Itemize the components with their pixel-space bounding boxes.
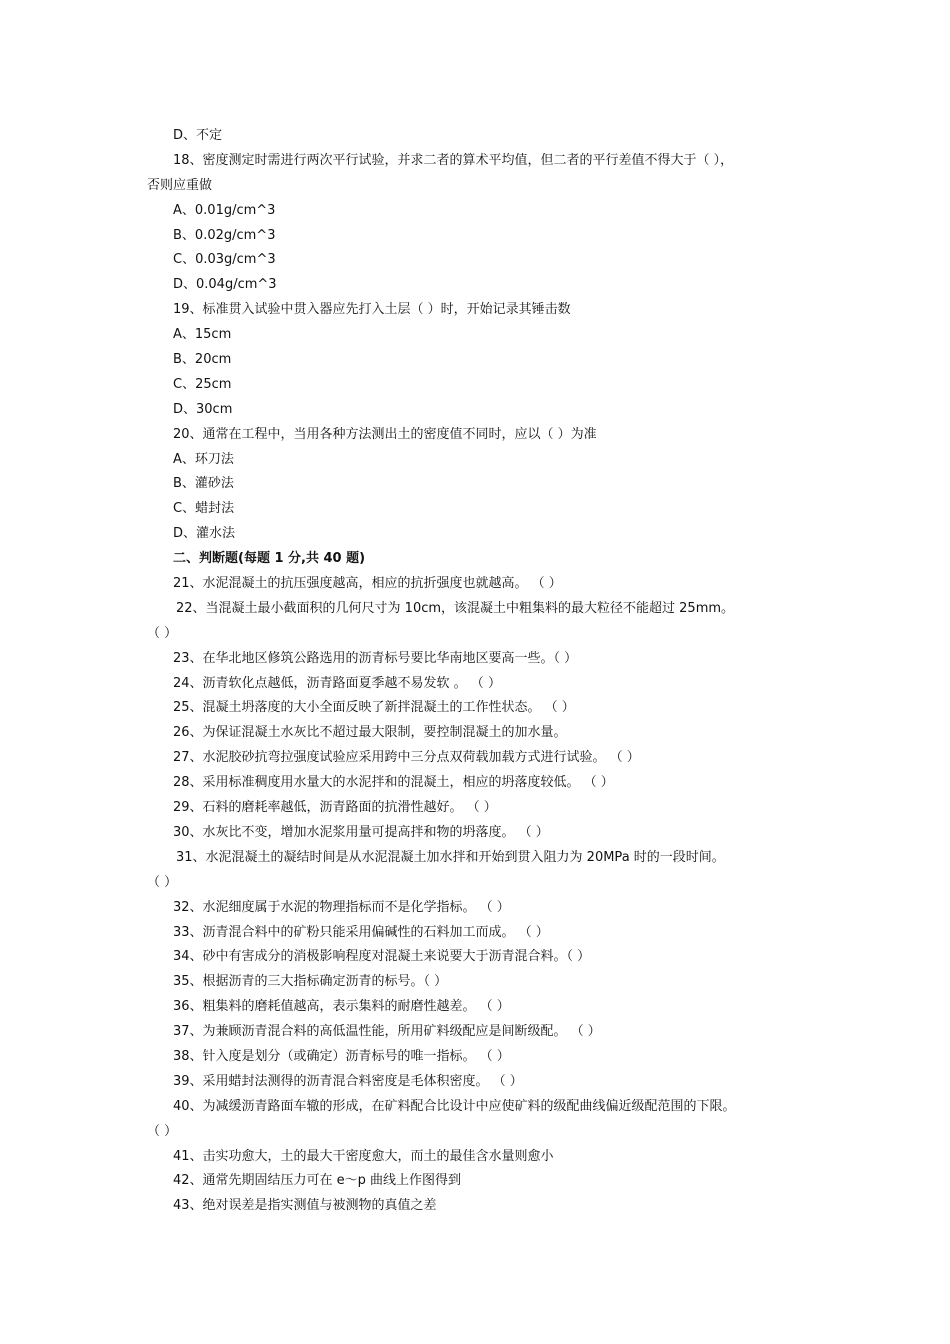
question-25: 25、混凝土坍落度的大小全面反映了新拌混凝土的工作性状态。 （ ） bbox=[173, 700, 575, 716]
option-19c: C、25cm bbox=[173, 376, 232, 392]
question-23: 23、在华北地区修筑公路选用的沥青标号要比华南地区要高一些。（ ） bbox=[173, 650, 578, 666]
option-18c: C、0.03g/cm^3 bbox=[173, 252, 276, 268]
question-41: 41、击实功愈大，土的最大干密度愈大，而土的最佳含水量则愈小 bbox=[173, 1148, 554, 1164]
option-19d: D、30cm bbox=[173, 401, 233, 417]
question-31: 31、水泥混凝土的凝结时间是从水泥混凝土加水拌和开始到贯入阻力为 20MPa 时的一段时间。 bbox=[176, 849, 725, 865]
option-18a: A、0.01g/cm^3 bbox=[173, 202, 276, 218]
question-35: 35、根据沥青的三大指标确定沥青的标号。（ ） bbox=[173, 974, 448, 990]
question-24: 24、沥青软化点越低，沥青路面夏季越不易发软 。 （ ） bbox=[173, 675, 501, 691]
question-30: 30、水灰比不变，增加水泥浆用量可提高拌和物的坍落度。 （ ） bbox=[173, 824, 549, 840]
section-heading-true-false: 二、判断题(每题 1 分,共 40 题) bbox=[173, 551, 366, 567]
option-18d: D、0.04g/cm^3 bbox=[173, 277, 277, 293]
option-20c: C、蜡封法 bbox=[173, 501, 235, 517]
question-39: 39、采用蜡封法测得的沥青混合料密度是毛体积密度。 （ ） bbox=[173, 1073, 523, 1089]
question-33: 33、沥青混合料中的矿粉只能采用偏碱性的石料加工而成。 （ ） bbox=[173, 924, 549, 940]
question-22-continued: （ ） bbox=[147, 625, 178, 641]
question-38: 38、针入度是划分（或确定）沥青标号的唯一指标。 （ ） bbox=[173, 1048, 510, 1064]
question-27: 27、水泥胶砂抗弯拉强度试验应采用跨中三分点双荷载加载方式进行试验。 （ ） bbox=[173, 750, 640, 766]
document-page bbox=[0, 124, 950, 1219]
option-19a: A、15cm bbox=[173, 327, 232, 343]
question-34: 34、砂中有害成分的消极影响程度对混凝土来说要大于沥青混合料。（ ） bbox=[173, 949, 591, 965]
question-37: 37、为兼顾沥青混合料的高低温性能，所用矿料级配应是间断级配。 （ ） bbox=[173, 1024, 601, 1040]
option-18b: B、0.02g/cm^3 bbox=[173, 227, 276, 243]
question-20: 20、通常在工程中，当用各种方法测出土的密度值不同时，应以（ ）为准 bbox=[173, 426, 597, 442]
question-40: 40、为减缓沥青路面车辙的形成，在矿料配合比设计中应使矿料的级配曲线偏近级配范围的下限。 bbox=[173, 1098, 736, 1114]
question-36: 36、粗集料的磨耗值越高，表示集料的耐磨性越差。 （ ） bbox=[173, 999, 510, 1015]
question-22: 22、当混凝土最小截面积的几何尺寸为 10cm，该混凝土中粗集料的最大粒径不能超过 25mm。 bbox=[176, 600, 735, 616]
option-20b: B、灌砂法 bbox=[173, 476, 234, 492]
question-42: 42、通常先期固结压力可在 e～p 曲线上作图得到 bbox=[173, 1173, 462, 1189]
question-28: 28、采用标准稠度用水量大的水泥拌和的混凝土，相应的坍落度较低。 （ ） bbox=[173, 775, 614, 791]
option-17d: D、不定 bbox=[173, 128, 223, 143]
option-20a: A、环刀法 bbox=[173, 451, 234, 467]
question-29: 29、石料的磨耗率越低，沥青路面的抗滑性越好。 （ ） bbox=[173, 800, 497, 816]
option-20d: D、灌水法 bbox=[173, 526, 236, 542]
question-18: 18、密度测定时需进行两次平行试验，并求二者的算术平均值，但二者的平行差值不得大于（ ）， bbox=[173, 152, 734, 168]
question-21: 21、水泥混凝土的抗压强度越高，相应的抗折强度也就越高。 （ ） bbox=[173, 576, 562, 592]
question-26: 26、为保证混凝土水灰比不超过最大限制，要控制混凝土的加水量。 bbox=[173, 725, 567, 741]
question-32: 32、水泥细度属于水泥的物理指标而不是化学指标。 （ ） bbox=[173, 899, 510, 915]
question-18-continued: 否则应重做 bbox=[147, 177, 213, 193]
question-40-continued: （ ） bbox=[147, 1123, 178, 1139]
question-19: 19、标准贯入试验中贯入器应先打入土层（ ）时，开始记录其锤击数 bbox=[173, 302, 571, 318]
question-31-continued: （ ） bbox=[147, 874, 178, 890]
option-19b: B、20cm bbox=[173, 352, 232, 368]
question-43: 43、绝对误差是指实测值与被测物的真值之差 bbox=[173, 1198, 437, 1214]
